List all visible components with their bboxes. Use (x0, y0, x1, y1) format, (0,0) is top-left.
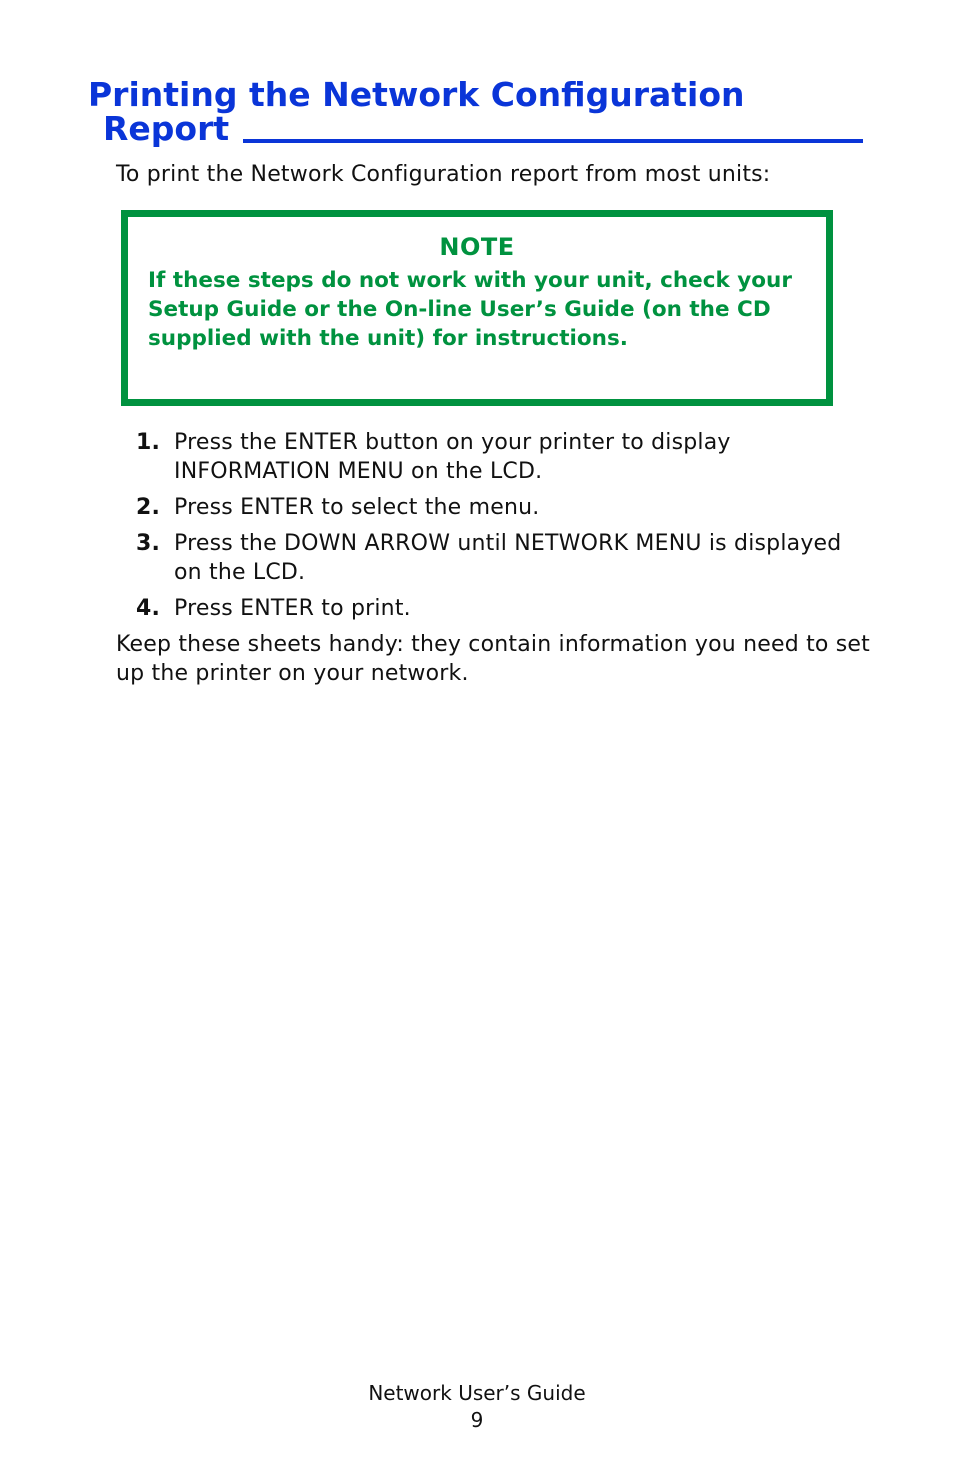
page-title-line2 (88, 109, 863, 148)
footer-page-number: 9 (470, 1408, 484, 1432)
step-number: 1. (136, 430, 161, 455)
list-item (136, 493, 856, 522)
note-box (121, 210, 833, 406)
step-text: Press the DOWN ARROW until NETWORK MENU is displayed on the LCD. (174, 531, 842, 585)
note-body: If these steps do not work with your unit, check your Setup Guide or the On-line User’s Guide (on the CD supplied with the unit) for instructions. (148, 268, 792, 351)
page-title (88, 75, 888, 148)
step-number: 3. (136, 531, 161, 556)
step-text: Press ENTER to print. (174, 596, 411, 621)
steps-list (136, 428, 856, 630)
step-number: 2. (136, 495, 161, 520)
note-title: NOTE (439, 233, 515, 261)
heading-underline-rule (243, 139, 863, 143)
list-item (136, 529, 856, 587)
list-item (136, 428, 856, 486)
page-title-line2-text: Report (103, 109, 230, 148)
step-text: Press the ENTER button on your printer to display INFORMATION MENU on the LCD. (174, 430, 731, 484)
step-text: Press ENTER to select the menu. (174, 495, 540, 520)
step-number: 4. (136, 596, 161, 621)
page-title-line1: Printing the Network Configuration (88, 75, 745, 114)
closing-paragraph: Keep these sheets handy: they contain information you need to set up the printer on your network. (116, 632, 870, 686)
list-item (136, 594, 856, 623)
intro-paragraph: To print the Network Configuration report from most units: (116, 162, 771, 187)
page-footer (0, 1380, 954, 1434)
footer-guide-title: Network User’s Guide (368, 1381, 586, 1405)
